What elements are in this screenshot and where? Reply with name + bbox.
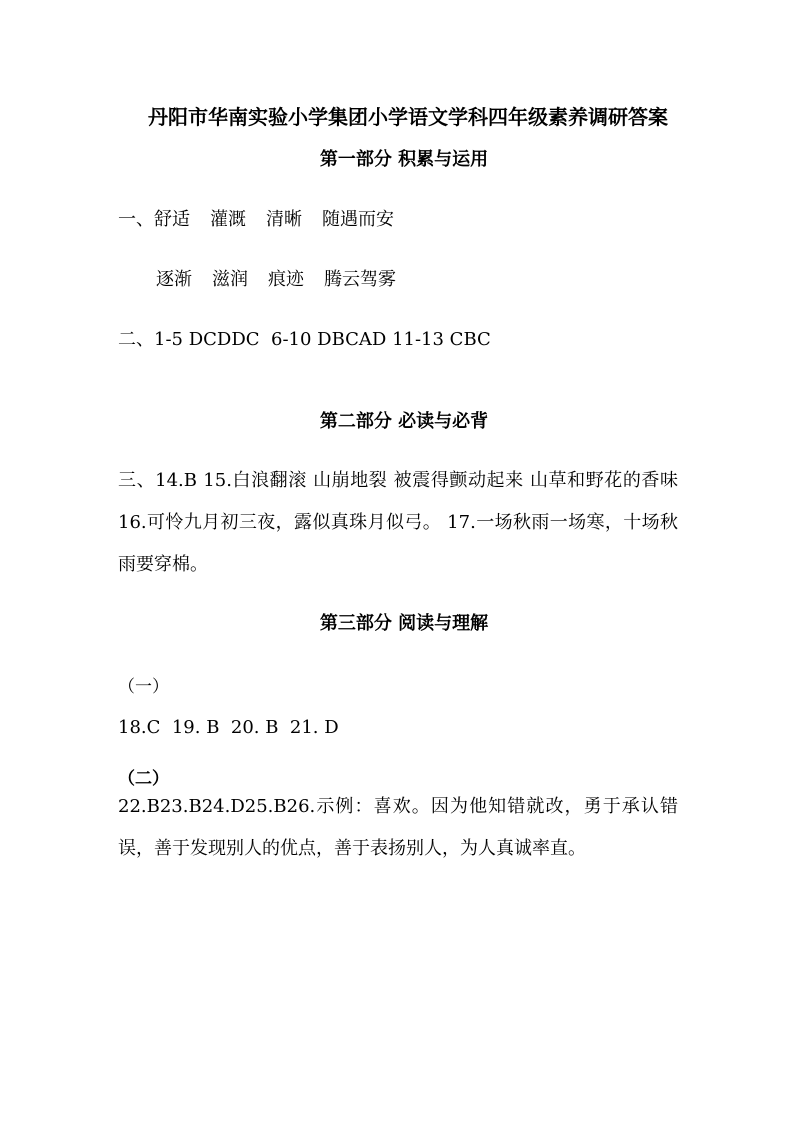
section-two-answers: 22.B23.B24.D25.B26.示例：喜欢。因为他知错就改，勇于承认错误，善于发现别人的优点，善于表扬别人，为人真诚率直。 [118,796,678,859]
q1-word: 腾云驾雾 [324,269,396,290]
part3-heading: 第三部分 阅读与理解 [319,613,489,634]
q1-word: 舒适 [154,209,190,230]
q1-word: 逐渐 [156,269,192,290]
q1-word: 随遇而安 [322,209,394,230]
q1-row1 [118,208,678,232]
part2-heading: 第二部分 必读与必背 [319,411,489,432]
q3-answers: 三、14.B 15.白浪翻滚 山崩地裂 被震得颤动起来 山草和野花的香味 16.可怜九月初三夜，露似真珠月似弓。 17.一场秋雨一场寒，十场秋雨要穿棉。 [118,470,678,575]
q2-answers: 二、1-5 DCDDC 6-10 DBCAD 11-13 CBC [118,329,491,350]
document-title: 丹阳市华南实验小学集团小学语文学科四年级素养调研答案 [148,105,668,129]
part1-heading: 第一部分 积累与运用 [319,149,489,170]
q1-row2 [156,268,716,292]
section-one-label: （一） [118,677,169,697]
q1-word: 灌溉 [210,209,246,230]
q1-prefix: 一、 [118,209,154,230]
q1-word: 痕迹 [268,269,304,290]
q1-word: 滋润 [212,269,248,290]
section-two-label: （二） [118,769,169,789]
section-one-answers: 18.C 19. B 20. B 21. D [118,717,339,738]
q1-word: 清晰 [266,209,302,230]
